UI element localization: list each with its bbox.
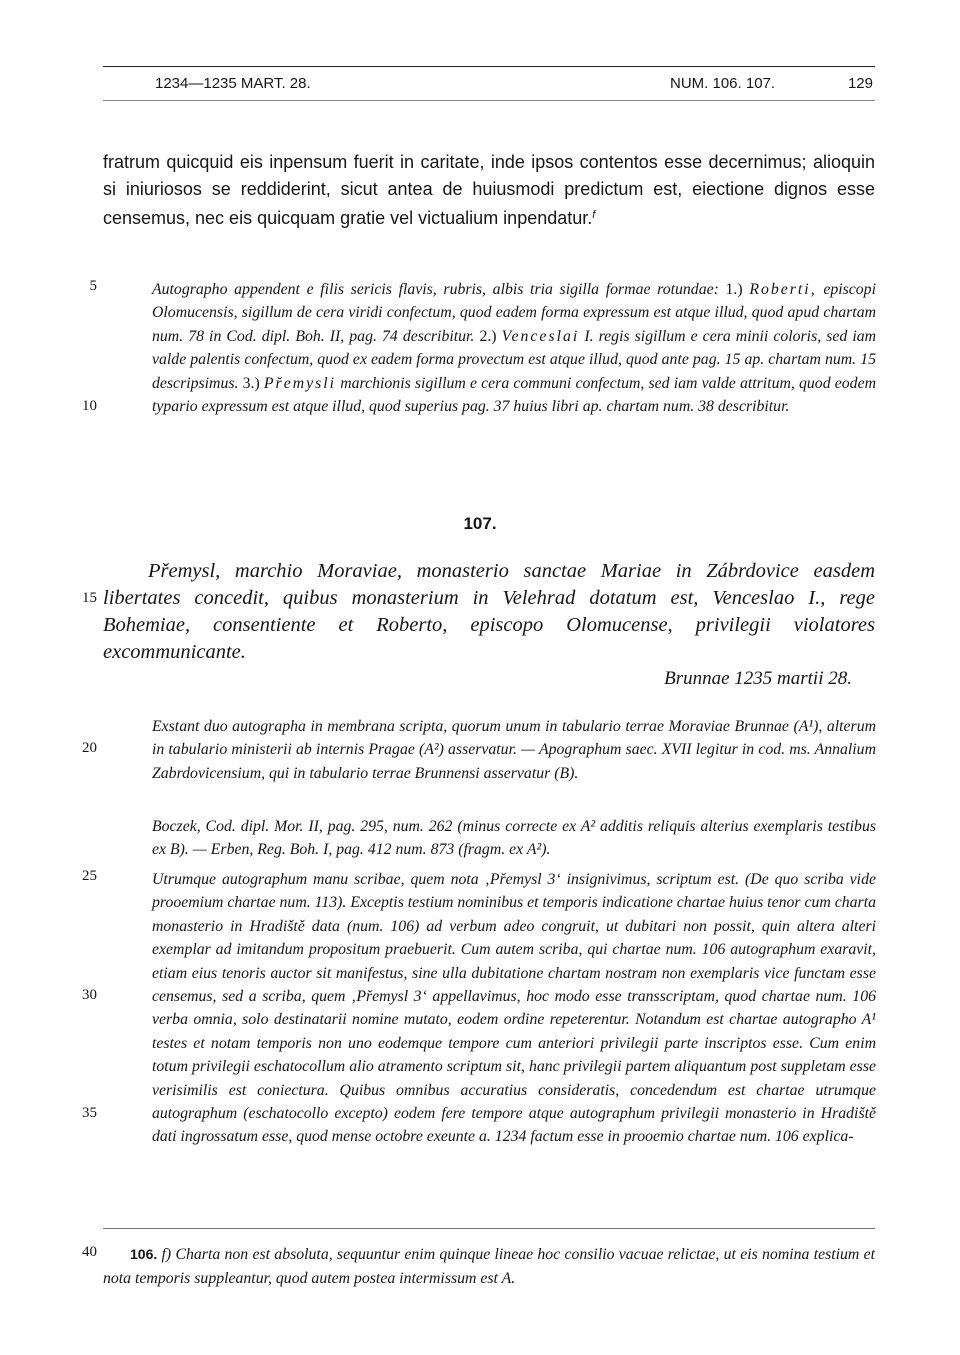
header-doc-numbers: NUM. 106. 107. [670, 75, 776, 92]
footnote-label: f) [161, 1246, 172, 1263]
regest [103, 558, 875, 666]
line-number-10: 10 [82, 398, 97, 414]
footnote-ref-f: f [592, 209, 596, 221]
tradition-paragraph-3: Utrumque autographum manu scribae, quem nota ‚Přemysl 3‘ insignivimus, scriptum est. (De quo scriba vide prooemium chartae num. 113). Exceptis testium nominibus et temporis indicatione chartae huius tenor cum charta monasterio in Hradiště data (num. 106) ad verbum adeo congruit, ut dubitari non possit, quin altera alteri exemplar ad imitandum propositum praebuerit. Cum autem scriba, qui chartae num. 106 autographum exaravit, etiam eius tenoris auctor sit manifestus, sine ulla dubitatione chartam nostram non exemplaris vice functam esse censemus, sed a scriba, quem ‚Přemysl 3‘ appellavimus, hoc modo esse transscriptam, quod chartae num. 106 verba omnia, solo destinatarii nomine mutato, eodem ordine repeterentur. Notandum est chartae autographo A¹ testes et notam temporis non uno eodemque tempore cum anteriori privilegii parte inscriptos esse. Cum enim totum privilegii eschatocollum alio atramento scriptum sit, hanc privilegii partem aliquantum post suppletam esse verisimilis est coniectura. Quibus omnibus accuratius consideratis, concedendum est chartae utrumque autographum (eschatocollo excepto) eodem fere tempore atque autographum privilegii monasterio in Hradiště dati ingrossatum esse, quod mense octobre exeunte a. 1234 factum esse in prooemio chartae num. 106 explica- [152, 871, 876, 1146]
header-top-rule [103, 66, 875, 67]
seal-3-text: marchionis sigillum e cera communi confectum, sed iam valde attritum, quod eodem typario expressum est atque illud, quod superius pag. 37 huius libri ap. chartam num. 38 describitur. [152, 374, 876, 416]
line-number-15: 15 [82, 590, 97, 606]
line-number-5: 5 [89, 278, 97, 294]
header-bottom-rule [103, 100, 875, 101]
footnote [103, 1243, 875, 1290]
line-number-40: 40 [82, 1244, 97, 1260]
seal-description [152, 278, 876, 418]
seal-1-name: Roberti, [749, 281, 817, 298]
header-date: 1234—1235 MART. 28. [155, 75, 311, 92]
seal-intro: Autographo appendent e filis sericis flavis, rubris, albis tria sigilla formae rotundae: [152, 281, 719, 298]
seal-2-name: Venceslai [501, 327, 580, 345]
main-text: fratrum quicquid eis inpensum fuerit in caritate, inde ipsos contentos esse decernimus; alioquin si iniuriosos se reddiderint, sicut antea de huiusmodi predictum est, eiectione dignos esse censemus, nec eis quicquam gratie vel victualium inpendatur. [103, 152, 875, 228]
seal-3-number: 3.) [242, 374, 260, 392]
document-number: 107. [463, 514, 497, 533]
seal-2-number: 2.) [479, 327, 497, 345]
place-date: Brunnae 1235 martii 28. [664, 668, 852, 689]
line-number-35: 35 [82, 1105, 97, 1121]
seal-3-name: Přemysli [263, 374, 337, 392]
main-text-paragraph [103, 149, 875, 232]
footnote-text: Charta non est absoluta, sequuntur enim quinque lineae hoc consilio vacuae relictae, ut eis nomina testium et nota temporis suppleantur, quod autem postea intermissum est A. [103, 1246, 875, 1287]
line-number-30: 30 [82, 987, 97, 1003]
page-number: 129 [847, 75, 873, 92]
tradition-paragraph-1: Exstant duo autographa in membrana scripta, quorum unum in tabulario terrae Moraviae Brunnae (A¹), alterum in tabulario ministerii ab internis Pragae (A²) asservatur. — Apographum saec. XVII legitur in cod. ms. Annalium Zabrdovicensium, qui in tabulario terrae Brunnensi asservatur (B). [152, 718, 876, 782]
seal-1-number: 1.) [725, 281, 743, 298]
footnote-rule [103, 1228, 875, 1229]
regest-text: Přemysl, marchio Moraviae, monasterio sanctae Mariae in Zábrdovice easdem libertates concedit, quibus monasterium in Velehrad dotatum est, Venceslao I., rege Bohemiae, consentiente et Roberto, episcopo Olomucense, privilegii violatores excommunicante. [103, 560, 875, 663]
line-number-20: 20 [82, 740, 97, 756]
tradition-paragraph-2: Boczek, Cod. dipl. Mor. II, pag. 295, num. 262 (minus correcte ex A² additis reliquis alterius exemplaris testibus ex B). — Erben, Reg. Boh. I, pag. 412 num. 873 (fragm. ex A²). [152, 818, 876, 859]
seal-2-text: I. regis sigillum e cera minii coloris, sed iam valde palentis confectum, quod ex eadem forma provectum est atque illud, quod ante pag. 15 ap. chartam num. 15 descripsimus. [152, 327, 877, 392]
seal-1-text: episcopi Olomucensis, sigillum de cera viridi confectum, quod eadem forma expressum est atque illud, quod apud chartam num. 78 in Cod. dipl. Boh. II, pag. 74 describitur. [152, 281, 876, 345]
line-number-25: 25 [82, 868, 97, 884]
footnote-doc-number: 106. [130, 1246, 158, 1262]
running-header [103, 72, 875, 98]
